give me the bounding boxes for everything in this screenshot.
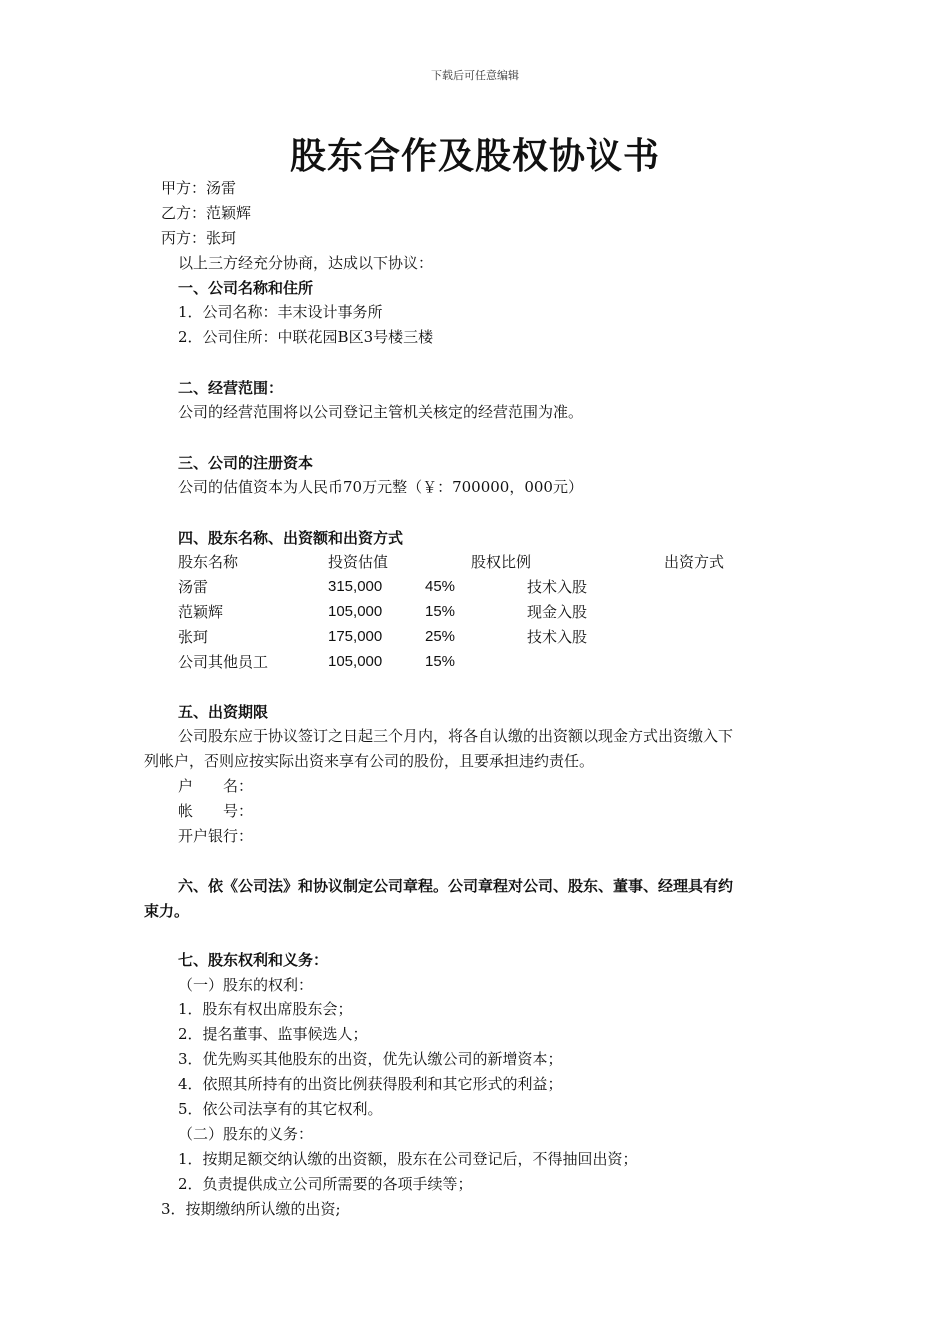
section-3-heading: 三、公司的注册资本 — [178, 454, 314, 472]
section-1-heading: 一、公司名称和住所 — [178, 279, 314, 297]
col-header-name: 股东名称 — [178, 553, 239, 571]
party-b: 乙方：范颖辉 — [161, 204, 252, 222]
row-ratio: 25% — [425, 628, 456, 645]
row-ratio: 15% — [425, 603, 456, 620]
row-name: 汤雷 — [178, 578, 209, 596]
row-ratio: 45% — [425, 578, 456, 595]
document-title: 股东合作及股权协议书 — [289, 136, 660, 177]
duty-item: 1．按期足额交纳认缴的出资额，股东在公司登记后，不得抽回出资； — [178, 1150, 638, 1168]
section-4-heading: 四、股东名称、出资额和出资方式 — [178, 529, 404, 547]
col-header-ratio: 股权比例 — [471, 553, 532, 571]
section-6-line-2: 束力。 — [144, 902, 190, 920]
business-scope-text: 公司的经营范围将以公司登记主管机关核定的经营范围为准。 — [178, 403, 584, 421]
row-ratio: 15% — [425, 653, 456, 670]
page-header: 下载后可任意编辑 — [431, 69, 519, 82]
account-number-label: 帐 号： — [178, 802, 254, 820]
section-2-heading: 二、经营范围： — [178, 379, 284, 397]
rights-heading: （一）股东的权利： — [178, 976, 314, 994]
col-header-value: 投资估值 — [328, 553, 389, 571]
row-method: 技术入股 — [527, 578, 588, 596]
right-item: 1．股东有权出席股东会； — [178, 1000, 353, 1018]
company-address: 2．公司住所：中联花园B区3号楼三楼 — [178, 328, 434, 346]
section-6-line-1: 六、依《公司法》和协议制定公司章程。公司章程对公司、股东、董事、经理具有约 — [178, 877, 734, 895]
col-header-method: 出资方式 — [664, 553, 725, 571]
section-5-line-1: 公司股东应于协议签订之日起三个月内，将各自认缴的出资额以现金方式出资缴入下 — [178, 727, 734, 745]
right-item: 4．依照其所持有的出资比例获得股利和其它形式的利益； — [178, 1075, 563, 1093]
duty-item: 3．按期缴纳所认缴的出资; — [161, 1200, 341, 1218]
row-name: 范颖辉 — [178, 603, 224, 621]
row-value: 175,000 — [328, 628, 383, 645]
row-value: 105,000 — [328, 603, 383, 620]
section-5-line-2: 列帐户，否则应按实际出资来享有公司的股份，且要承担违约责任。 — [144, 752, 595, 770]
right-item: 5．依公司法享有的其它权利。 — [178, 1100, 383, 1118]
party-c: 丙方：张珂 — [161, 229, 237, 247]
duties-heading: （二）股东的义务： — [178, 1125, 314, 1143]
company-name: 1．公司名称：丰末设计事务所 — [178, 303, 383, 321]
section-5-heading: 五、出资期限 — [178, 703, 269, 721]
section-7-heading: 七、股东权利和义务： — [178, 951, 329, 969]
duty-item: 2．负责提供成立公司所需要的各项手续等； — [178, 1175, 473, 1193]
right-item: 3．优先购买其他股东的出资，优先认缴公司的新增资本； — [178, 1050, 563, 1068]
party-a: 甲方：汤雷 — [161, 179, 237, 197]
registered-capital-text: 公司的估值资本为人民币70万元整（￥：700000，000元） — [178, 478, 583, 496]
row-value: 105,000 — [328, 653, 383, 670]
intro-text: 以上三方经充分协商，达成以下协议： — [178, 254, 434, 272]
right-item: 2．提名董事、监事候选人； — [178, 1025, 368, 1043]
bank-label: 开户银行： — [178, 827, 254, 845]
row-method: 现金入股 — [527, 603, 588, 621]
row-method: 技术入股 — [527, 628, 588, 646]
row-name: 公司其他员工 — [178, 653, 269, 671]
account-name-label: 户 名： — [178, 777, 254, 795]
row-value: 315,000 — [328, 578, 383, 595]
row-name: 张珂 — [178, 628, 209, 646]
